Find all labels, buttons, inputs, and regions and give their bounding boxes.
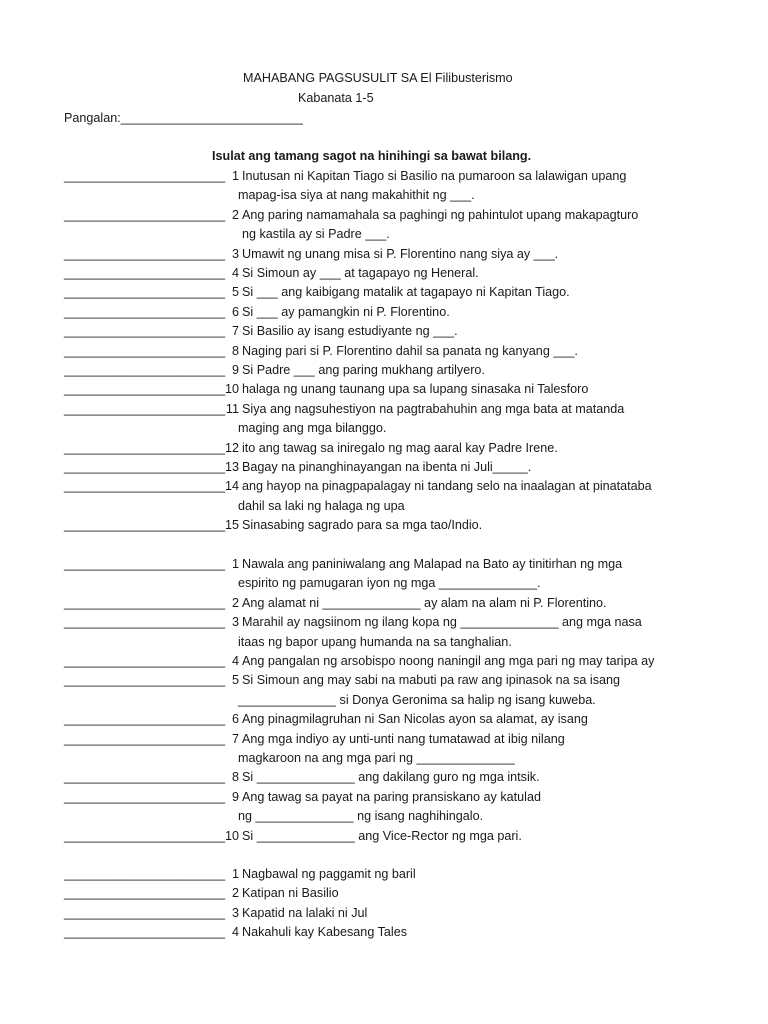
question-number: 1: [231, 867, 239, 881]
question-text: Naging pari si P. Florentino dahil sa panata ng kanyang ___.: [242, 343, 578, 358]
question-number: 2: [231, 886, 239, 901]
answer-blank[interactable]: _______________________: [64, 557, 226, 571]
answer-blank[interactable]: _______________________: [64, 654, 226, 668]
question-row: [0, 673, 768, 692]
question-row: [0, 266, 768, 285]
question-text: Ang alamat ni ______________ ay alam na alam ni P. Florentino.: [242, 595, 607, 610]
question-row: [0, 305, 768, 324]
question-number: 4: [231, 266, 239, 280]
answer-blank[interactable]: _______________________: [64, 169, 226, 183]
question-row: [0, 906, 768, 925]
question-row: [0, 596, 768, 615]
answer-blank[interactable]: _______________________: [64, 828, 226, 843]
question-number: 11: [225, 401, 239, 416]
answer-blank[interactable]: _______________________: [64, 324, 226, 339]
answer-blank[interactable]: _______________________: [64, 925, 226, 940]
answer-blank[interactable]: _______________________: [64, 479, 226, 494]
question-row: [0, 615, 768, 634]
question-number: 12: [224, 440, 239, 455]
question-number: 1: [231, 557, 239, 571]
exam-subtitle: Kabanata 1-5: [298, 91, 374, 105]
answer-blank[interactable]: _______________________: [64, 343, 226, 358]
question-number: 2: [231, 207, 239, 222]
question-text: Katipan ni Basilio: [242, 886, 339, 901]
question-row: [0, 363, 768, 382]
question-continuation-text: mapag-isa siya at nang makahithit ng ___.: [238, 188, 475, 203]
question-number: 6: [231, 304, 239, 319]
instructions: Isulat ang tamang sagot na hinihingi sa bawat bilang.: [212, 149, 532, 163]
question-continuation-text: espirito ng pamugaran iyon ng mga ______________.: [238, 576, 541, 591]
question-row: [0, 712, 768, 731]
question-row: [0, 479, 768, 498]
question-row: [0, 732, 768, 751]
question-number: 10: [224, 382, 239, 397]
exam-title: MAHABANG PAGSUSULIT SA El Filibusterismo: [243, 71, 513, 85]
question-text: Si Padre ___ ang paring mukhang artilyero.: [242, 363, 485, 377]
question-row: [0, 402, 768, 421]
question-number: 4: [231, 654, 239, 668]
name-field-label: Pangalan:__________________________: [64, 111, 303, 125]
answer-blank[interactable]: _______________________: [64, 886, 226, 901]
question-row: [0, 169, 768, 188]
question-row: [0, 867, 768, 886]
answer-blank[interactable]: _______________________: [64, 304, 226, 319]
question-text: Si ______________ ang dakilang guro ng mga intsik.: [242, 770, 540, 785]
answer-blank[interactable]: _______________________: [64, 905, 226, 920]
answer-blank[interactable]: _______________________: [64, 770, 226, 785]
question-number: 3: [231, 905, 239, 920]
question-number: 2: [231, 595, 239, 610]
question-continuation-text: itaas ng bapor upang humanda na sa tanghalian.: [238, 634, 512, 649]
answer-blank[interactable]: _______________________: [64, 285, 226, 300]
question-text: Sinasabing sagrado para sa mga tao/Indio.: [242, 518, 483, 533]
question-continuation-text: ng ______________ ng isang naghihingalo.: [238, 809, 484, 824]
question-text: Inutusan ni Kapitan Tiago si Basilio na pumaroon sa lalawigan upang: [242, 169, 627, 183]
question-text: Nakahuli kay Kabesang Tales: [242, 925, 407, 940]
question-text: Si Simoun ang may sabi na mabuti pa raw ang ipinasok na sa isang: [242, 673, 621, 688]
question-text: Ang paring namamahala sa paghingi ng pahintulot upang makapagturo: [242, 207, 639, 222]
question-row: [0, 886, 768, 905]
question-number: 8: [231, 343, 239, 358]
question-row: [0, 285, 768, 304]
question-text: Si ______________ ang Vice-Rector ng mga pari.: [242, 828, 522, 843]
question-text: Si ___ ay pamangkin ni P. Florentino.: [242, 304, 450, 319]
question-text: Bagay na pinanghinayangan na ibenta ni Juli_____.: [242, 460, 532, 474]
question-text: ang hayop na pinagpapalagay ni tandang selo na inaalagan at pinatataba: [242, 479, 652, 494]
answer-blank[interactable]: _______________________: [64, 595, 226, 610]
question-row: [0, 460, 768, 479]
question-number: 14: [224, 479, 239, 494]
question-number: 15: [224, 518, 239, 533]
question-text: Kapatid na lalaki ni Jul: [242, 905, 368, 920]
question-continuation-text: magkaroon na ang mga pari ng ______________: [238, 751, 515, 765]
question-text: halaga ng unang taunang upa sa lupang sinasaka ni Talesforo: [242, 382, 589, 397]
answer-blank[interactable]: _______________________: [64, 789, 226, 804]
answer-blank[interactable]: _______________________: [64, 867, 226, 881]
question-text: Nawala ang paniniwalang ang Malapad na Bato ay tinitirhan ng mga: [242, 557, 623, 571]
question-continuation-text: dahil sa laki ng halaga ng upa: [238, 498, 405, 513]
question-number: 3: [231, 246, 239, 261]
question-number: 13: [224, 460, 239, 474]
answer-blank[interactable]: _______________________: [64, 401, 226, 416]
question-number: 10: [224, 828, 239, 843]
question-text: Marahil ay nagsiinom ng ilang kopa ng ______________ ang mga nasa: [242, 615, 642, 630]
question-row: [0, 324, 768, 343]
question-text: Nagbawal ng paggamit ng baril: [242, 867, 416, 881]
question-text: Si ___ ang kaibigang matalik at tagapayo ni Kapitan Tiago.: [242, 285, 570, 300]
question-text: Umawit ng unang misa si P. Florentino nang siya ay ___.: [242, 246, 559, 261]
answer-blank[interactable]: _______________________: [64, 731, 226, 746]
question-number: 8: [231, 770, 239, 785]
question-continuation-text: ______________ si Donya Geronima sa halip ng isang kuweba.: [238, 692, 596, 707]
answer-blank[interactable]: _______________________: [64, 207, 226, 222]
question-row: [0, 557, 768, 576]
question-continuation-text: maging ang mga bilanggo.: [238, 421, 387, 436]
question-number: 7: [231, 324, 239, 339]
question-row: [0, 829, 768, 848]
answer-blank[interactable]: _______________________: [64, 518, 226, 533]
question-text: Ang mga indiyo ay unti-unti nang tumatawad at ibig nilang: [242, 731, 565, 746]
answer-blank[interactable]: _______________________: [64, 673, 226, 688]
question-number: 3: [231, 615, 239, 630]
question-number: 9: [231, 363, 239, 377]
answer-blank[interactable]: _______________________: [64, 363, 226, 377]
question-row: [0, 208, 768, 227]
question-row: [0, 654, 768, 673]
question-text: Ang tawag sa payat na paring pransiskano ay katulad: [242, 789, 541, 804]
question-number: 9: [231, 789, 239, 804]
question-row: [0, 925, 768, 944]
question-text: Si Simoun ay ___ at tagapayo ng Heneral.: [242, 266, 479, 280]
question-continuation-text: ng kastila ay si Padre ___.: [242, 227, 390, 242]
question-row: [0, 441, 768, 460]
question-number: 5: [231, 285, 239, 300]
question-text: Siya ang nagsuhestiyon na pagtrabahuhin ang mga bata at matanda: [242, 401, 625, 416]
question-number: 6: [231, 712, 239, 727]
question-number: 1: [231, 169, 239, 183]
question-text: Ang pinagmilagruhan ni San Nicolas ayon sa alamat, ay isang: [242, 712, 588, 727]
question-number: 7: [231, 731, 239, 746]
question-text: Si Basilio ay isang estudiyante ng ___.: [242, 324, 458, 339]
answer-blank[interactable]: _______________________: [64, 615, 226, 630]
answer-blank[interactable]: _______________________: [64, 712, 226, 727]
answer-blank[interactable]: _______________________: [64, 460, 226, 474]
question-text: ito ang tawag sa iniregalo ng mag aaral kay Padre Irene.: [242, 440, 558, 455]
answer-blank[interactable]: _______________________: [64, 266, 226, 280]
question-row: [0, 382, 768, 401]
question-number: 5: [231, 673, 239, 688]
question-row: [0, 790, 768, 809]
question-number: 4: [231, 925, 239, 940]
answer-blank[interactable]: _______________________: [64, 440, 226, 455]
question-text: Ang pangalan ng arsobispo noong naningil ang mga pari ng may taripa ay: [242, 654, 655, 668]
question-row: [0, 247, 768, 266]
answer-blank[interactable]: _______________________: [64, 246, 226, 261]
question-row: [0, 770, 768, 789]
question-row: [0, 518, 768, 537]
question-row: [0, 344, 768, 363]
answer-blank[interactable]: _______________________: [64, 382, 226, 397]
